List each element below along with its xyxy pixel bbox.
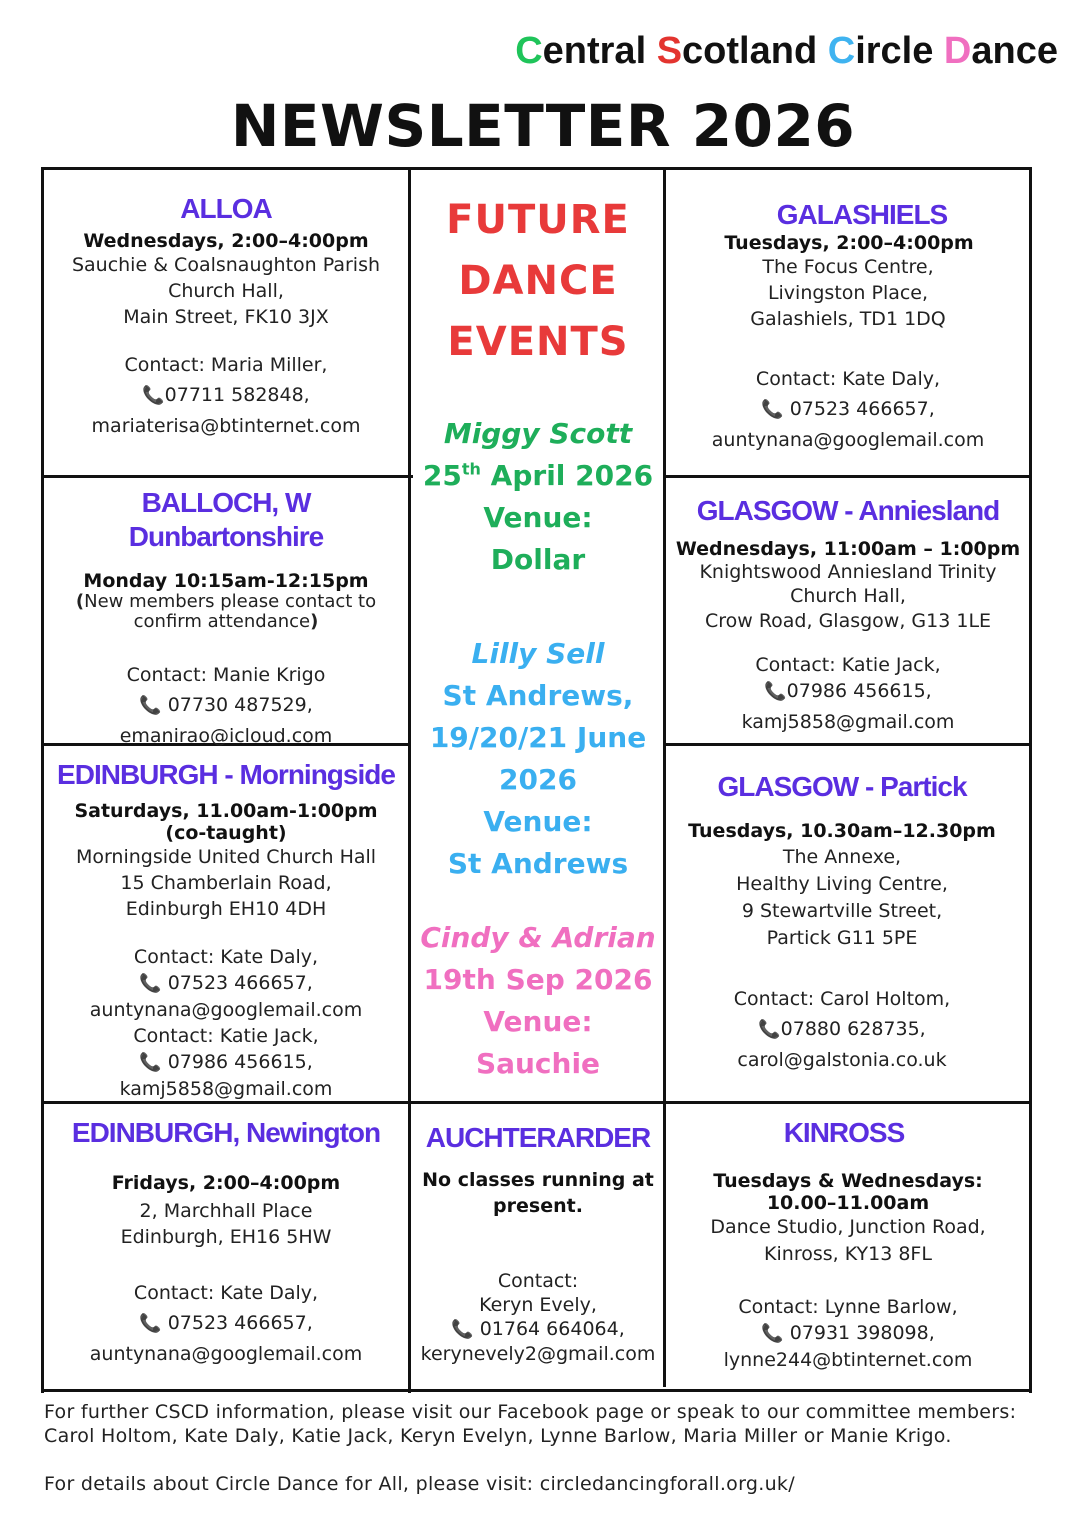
address-line: Partick G11 5PE <box>766 927 918 949</box>
kinross-section <box>666 1116 1030 1373</box>
phone-icon: 📞 <box>764 681 787 702</box>
address-line: Church Hall, <box>790 585 906 607</box>
future-heading-line: DANCE <box>458 258 618 304</box>
email-address: auntynana@googlemail.com <box>711 429 985 451</box>
auchterarder-section <box>412 1121 664 1366</box>
brand-word-ircle: ircle <box>855 30 944 72</box>
event-teacher: Lilly Sell <box>471 637 605 670</box>
galashiels-section <box>666 198 1030 453</box>
section-heading: EDINBURGH - Morningside <box>57 759 395 790</box>
morningside-section <box>44 758 408 1102</box>
event-date: 25 <box>422 459 462 492</box>
contact-name: Contact: Kate Daly, <box>755 368 941 390</box>
contact-name: Contact: Carol Holtom, <box>733 988 951 1010</box>
session-time: Fridays, 2:00–4:00pm <box>111 1172 341 1194</box>
balloch-section: BALLOCH, W Dunbartonshire Monday 10:15am-12:15pm (New members please contact to confirm attendance) Contact: Manie Krigo 📞 07730 487529, emanirao@icloud.com <box>44 486 408 749</box>
address-line: Main Street, FK10 3JX <box>123 306 329 328</box>
notice-line: present. <box>493 1195 583 1217</box>
partick-section <box>666 770 1018 1073</box>
phone-number: 07523 466657, <box>167 1312 313 1334</box>
grid-line <box>665 475 1032 478</box>
section-heading: ALLOA <box>180 193 272 224</box>
organisation-name <box>515 30 1058 73</box>
address-line: Galashiels, TD1 1DQ <box>750 308 946 330</box>
phone-number: 07711 582848, <box>164 384 310 406</box>
event-miggy-scott: Miggy Scott 25th April 2026 Venue: Dollar <box>412 413 664 581</box>
footer-link-line: For details about Circle Dance for All, please visit: circledancingforall.org.uk/ <box>44 1473 795 1495</box>
phone-icon: 📞 <box>142 385 165 406</box>
notice-line: No classes running at <box>422 1169 654 1191</box>
address-line: Church Hall, <box>168 280 284 302</box>
event-venue: St Andrews <box>447 847 629 880</box>
footer-line: Carol Holtom, Kate Daly, Katie Jack, Keryn Evelyn, Lynne Barlow, Maria Miller or Manie Krigo. <box>44 1425 952 1447</box>
session-time: Wednesdays, 2:00–4:00pm <box>83 230 369 252</box>
grid-line <box>41 167 1032 170</box>
section-heading: GLASGOW - Anniesland <box>696 495 1000 526</box>
address-line: Kinross, KY13 8FL <box>764 1243 932 1265</box>
anniesland-section <box>666 494 1030 735</box>
address-line: The Annexe, <box>782 846 902 868</box>
session-time: 10.00–11.00am <box>766 1192 930 1214</box>
address-line: Morningside United Church Hall <box>75 846 377 868</box>
phone-icon: 📞 <box>761 1323 784 1344</box>
event-venue-label: Venue: <box>483 805 593 838</box>
brand-letter-d: D <box>943 30 972 72</box>
event-cindy-adrian <box>412 917 664 1085</box>
contact-name: Contact: Manie Krigo <box>126 664 326 686</box>
address-line: 9 Stewartville Street, <box>741 900 943 922</box>
event-venue: Sauchie <box>475 1047 601 1080</box>
attendance-note: New members please contact to <box>84 591 377 612</box>
footer <box>44 1400 1054 1496</box>
contact-name: Keryn Evely, <box>479 1294 597 1316</box>
event-date: 19/20/21 June <box>429 721 647 754</box>
brand-letter-c2: C <box>827 30 856 72</box>
section-heading: AUCHTERARDER <box>425 1122 651 1153</box>
address-line: Crow Road, Glasgow, G13 1LE <box>704 610 992 632</box>
session-time: Tuesdays, 10.30am–12.30pm <box>688 820 996 842</box>
email-address: kamj5858@gmail.com <box>741 711 955 733</box>
section-heading: BALLOCH, W Dunbartonshire <box>128 487 324 552</box>
brand-letter-c: C <box>515 30 543 72</box>
address-line: The Focus Centre, <box>762 256 934 278</box>
email-address: kamj5858@gmail.com <box>119 1078 333 1100</box>
section-heading: GLASGOW - Partick <box>717 771 967 802</box>
address-line: Edinburgh EH10 4DH <box>125 898 327 920</box>
email-address: lynne244@btinternet.com <box>723 1349 973 1371</box>
address-line: Knightswood Anniesland Trinity <box>699 561 997 583</box>
contact-name: Contact: Maria Miller, <box>124 354 328 376</box>
event-venue-label: Venue: <box>483 501 593 534</box>
event-teacher: Miggy Scott <box>443 417 633 450</box>
page-title: NEWSLETTER 2026 <box>230 92 856 160</box>
session-time: Tuesdays, 2:00–4:00pm <box>724 232 974 254</box>
phone-number: 07931 398098, <box>789 1322 935 1344</box>
contact-name: Contact: Kate Daly, <box>133 946 319 968</box>
address-line: Livingston Place, <box>767 282 929 304</box>
phone-number: 07880 628735, <box>780 1018 926 1040</box>
footer-line: For further CSCD information, please visit our Facebook page or speak to our committee members: <box>44 1401 1017 1423</box>
contact-name: Contact: Katie Jack, <box>133 1025 319 1047</box>
phone-number: 01764 664064, <box>479 1318 625 1340</box>
newington-section <box>44 1116 408 1367</box>
session-time: Saturdays, 11.00am-1:00pm <box>74 800 378 822</box>
brand-letter-s: S <box>656 30 683 72</box>
event-lilly-sell <box>412 633 664 885</box>
contact-label: Contact: <box>497 1270 579 1292</box>
email-address: kerynevely2@gmail.com <box>420 1343 656 1365</box>
email-address: auntynana@googlemail.com <box>89 999 363 1021</box>
phone-icon: 📞 <box>139 1052 162 1073</box>
address-line: Healthy Living Centre, <box>736 873 948 895</box>
session-time: Monday 10:15am-12:15pm <box>83 570 369 592</box>
attendance-note: confirm attendance <box>133 611 311 632</box>
email-address: emanirao@icloud.com <box>119 725 333 747</box>
event-venue: Dollar <box>490 543 586 576</box>
address-line: Dance Studio, Junction Road, <box>710 1216 986 1238</box>
grid-line <box>408 167 411 1393</box>
phone-number: 07523 466657, <box>167 972 313 994</box>
phone-icon: 📞 <box>139 1313 162 1334</box>
brand-word-entral: entral <box>542 30 657 72</box>
phone-number: 07986 456615, <box>167 1051 313 1073</box>
section-heading: KINROSS <box>783 1117 905 1148</box>
grid-line <box>665 743 1032 746</box>
event-location: St Andrews, <box>442 679 634 712</box>
email-address: auntynana@googlemail.com <box>89 1343 363 1365</box>
email-address: mariaterisa@btinternet.com <box>91 415 361 437</box>
address-line: 2, Marchhall Place <box>139 1200 313 1222</box>
section-heading: EDINBURGH, Newington <box>71 1117 381 1148</box>
contact-name: Contact: Katie Jack, <box>755 654 941 676</box>
address-line: Sauchie & Coalsnaughton Parish <box>71 254 381 276</box>
phone-icon: 📞 <box>761 399 784 420</box>
session-note: (co-taught) <box>165 822 287 844</box>
contact-name: Contact: Kate Daly, <box>133 1282 319 1304</box>
phone-number: 07986 456615, <box>786 680 932 702</box>
phone-icon: 📞 <box>758 1019 781 1040</box>
grid-line <box>41 1389 1032 1392</box>
event-teacher: Cindy & Adrian <box>420 921 656 954</box>
brand-word-ance: ance <box>971 30 1058 72</box>
future-heading-line: EVENTS <box>447 319 629 365</box>
address-line: Edinburgh, EH16 5HW <box>120 1226 332 1248</box>
grid-line <box>44 475 413 478</box>
alloa-section <box>44 192 408 439</box>
brand-word-cotland: cotland <box>682 30 828 72</box>
event-date: 2026 <box>499 763 577 796</box>
phone-icon: 📞 <box>139 973 162 994</box>
phone-number: 07523 466657, <box>789 398 935 420</box>
phone-icon: 📞 <box>451 1319 474 1340</box>
section-heading: GALASHIELS <box>776 199 948 230</box>
event-date: 19th Sep 2026 <box>423 963 653 996</box>
address-line: 15 Chamberlain Road, <box>120 872 332 894</box>
future-events-section <box>412 190 664 1085</box>
contact-name: Contact: Lynne Barlow, <box>738 1296 958 1318</box>
event-venue-label: Venue: <box>483 1005 593 1038</box>
email-address: carol@galstonia.co.uk <box>737 1049 947 1071</box>
session-time: Wednesdays, 11:00am – 1:00pm <box>675 538 1021 560</box>
future-heading-line: FUTURE <box>446 197 630 243</box>
phone-icon: 📞 <box>139 695 162 716</box>
session-time: Tuesdays & Wednesdays: <box>713 1170 983 1192</box>
phone-number: 07730 487529, <box>167 694 313 716</box>
